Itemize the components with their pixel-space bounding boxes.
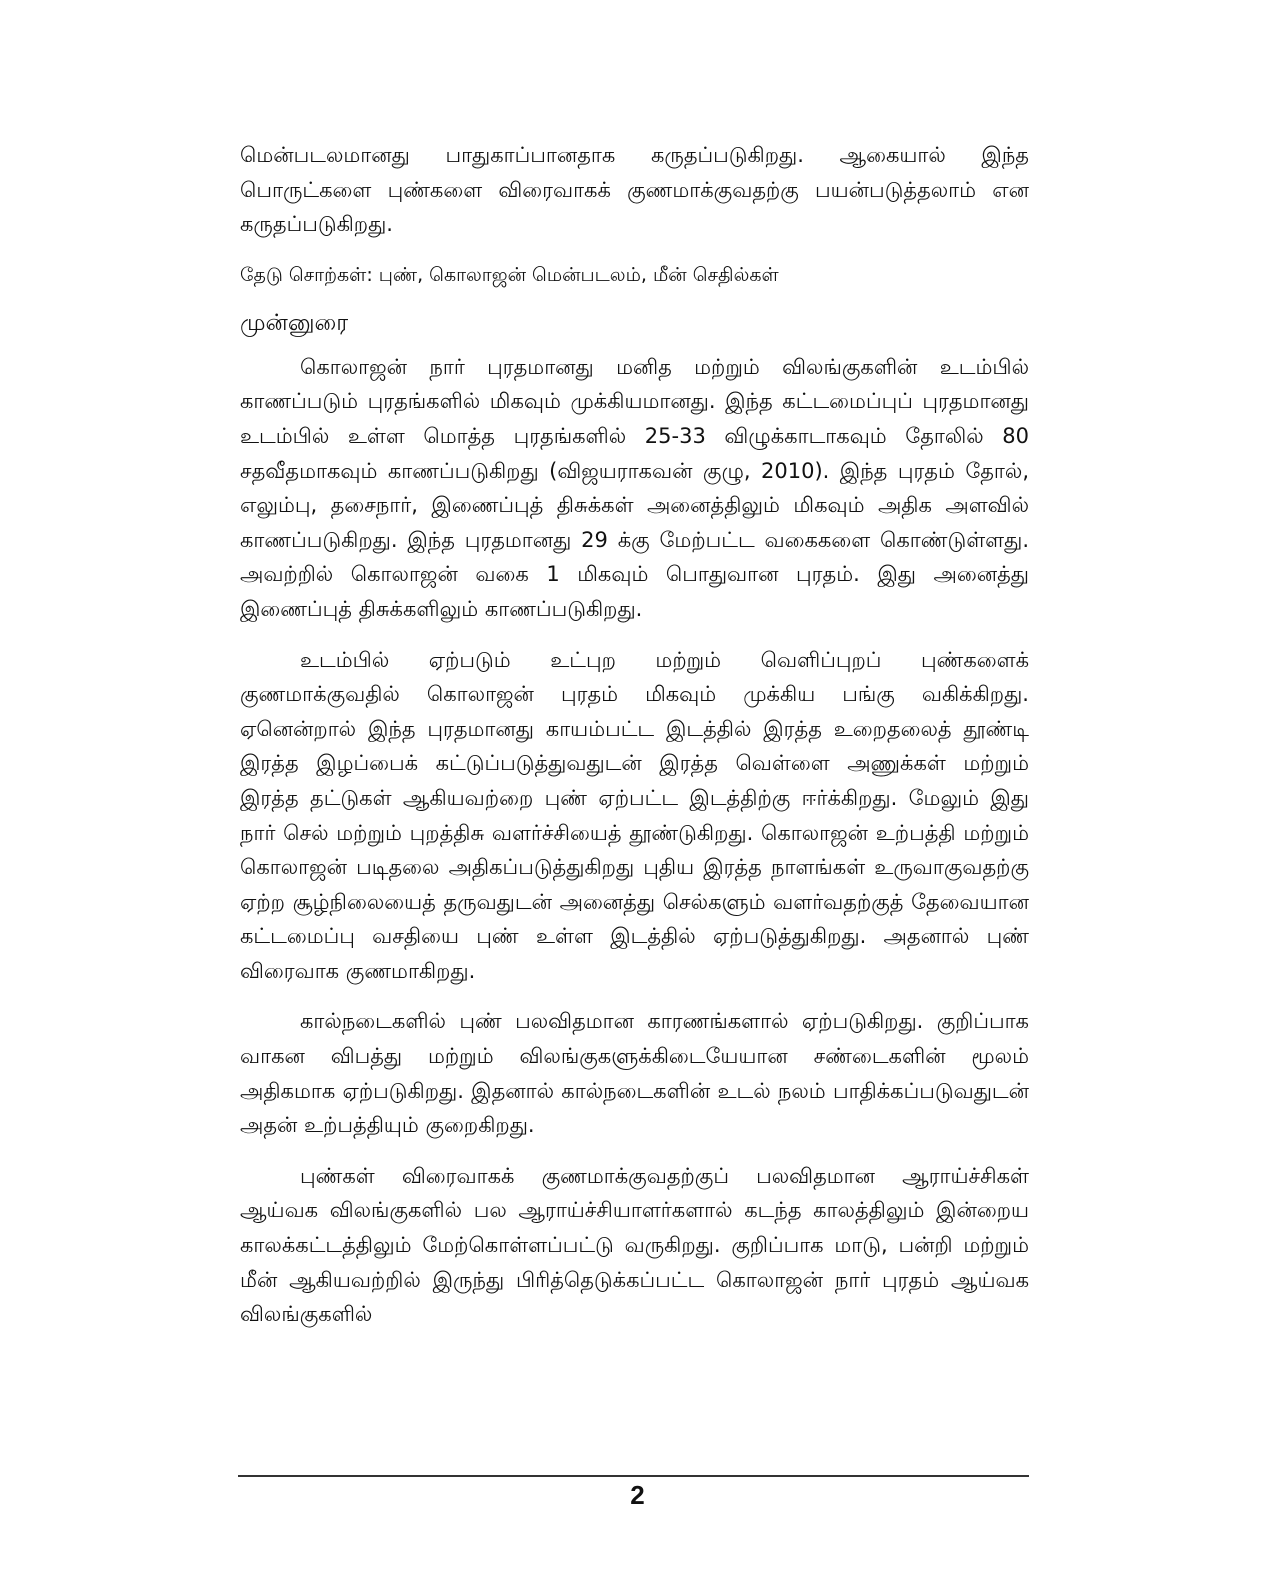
- intro-paragraph: மென்படலமானது பாதுகாப்பானதாக கருதப்படுகிறது. ஆகையால் இந்த பொருட்களை புண்களை விரைவாகக் குணமாக்குவதற்கு பயன்படுத்தலாம் என கருதப்படுகிறது.: [240, 143, 1029, 237]
- body-paragraph-1: கொலாஜன் நார் புரதமானது மனித மற்றும் விலங்குகளின் உடம்பில் காணப்படும் புரதங்களில் மிகவும் முக்கியமானது. இந்த கட்டமைப்புப் புரதமானது உடம்பில் உள்ள மொத்த புரதங்களில் 25-33 விழுக்காடாகவும் தோலில் 80 சதவீதமாகவும் காணப்படுகிறது (விஜயராகவன் குழு, 2010). இந்த புரதம் தோல், எலும்பு, தசைநார், இணைப்புத் திசுக்கள் அனைத்திலும் மிகவும் அதிக அளவில் காணப்படுகிறது. இந்த புரதமானது 29 க்கு மேற்பட்ட வகைகளை கொண்டுள்ளது. அவற்றில் கொலாஜன் வகை 1 மிகவும் பொதுவான புரதம். இது அனைத்து இணைப்புத் திசுக்களிலும் காணப்படுகிறது.: [240, 354, 1029, 621]
- footer-divider: [238, 1475, 1029, 1477]
- page-number: 2: [630, 1480, 645, 1510]
- section-heading: முன்னுரை: [240, 309, 349, 336]
- body-paragraph-3: கால்நடைகளில் புண் பலவிதமான காரணங்களால் ஏற்படுகிறது. குறிப்பாக வாகன விபத்து மற்றும் விலங்குகளுக்கிடையேயான சண்டைகளின் மூலம் அதிகமாக ஏற்படுகிறது. இதனால் கால்நடைகளின் உடல் நலம் பாதிக்கப்படுவதுடன் அதன் உற்பத்தியும் குறைகிறது.: [240, 1009, 1029, 1138]
- keywords-line: தேடு சொற்கள்: புண், கொலாஜன் மென்படலம், மீன் செதில்கள்: [240, 263, 779, 286]
- body-paragraph-2: உடம்பில் ஏற்படும் உட்புற மற்றும் வெளிப்புறப் புண்களைக் குணமாக்குவதில் கொலாஜன் புரதம் மிகவும் முக்கிய பங்கு வகிக்கிறது. ஏனென்றால் இந்த புரதமானது காயம்பட்ட இடத்தில் இரத்த உறைதலைத் தூண்டி இரத்த இழப்பைக் கட்டுப்படுத்துவதுடன் இரத்த வெள்ளை அணுக்கள் மற்றும் இரத்த தட்டுகள் ஆகியவற்றை புண் ஏற்பட்ட இடத்திற்கு ஈர்க்கிறது. மேலும் இது நார் செல் மற்றும் புறத்திசு வளர்ச்சியைத் தூண்டுகிறது. கொலாஜன் உற்பத்தி மற்றும் கொலாஜன் படிதலை அதிகப்படுத்துகிறது புதிய இரத்த நாளங்கள் உருவாகுவதற்கு ஏற்ற சூழ்நிலையைத் தருவதுடன் அனைத்து செல்களும் வளர்வதற்குத் தேவையான கட்டமைப்பு வசதியை புண் உள்ள இடத்தில் ஏற்படுத்துகிறது. அதனால் புண் விரைவாக குணமாகிறது.: [240, 647, 1029, 983]
- body-paragraph-4: புண்கள் விரைவாகக் குணமாக்குவதற்குப் பலவிதமான ஆராய்ச்சிகள் ஆய்வக விலங்குகளில் பல ஆராய்ச்சியாளர்களால் கடந்த காலத்திலும் இன்றைய காலக்கட்டத்திலும் மேற்கொள்ளப்பட்டு வருகிறது. குறிப்பாக மாடு, பன்றி மற்றும் மீன் ஆகியவற்றில் இருந்து பிரித்தெடுக்கப்பட்ட கொலாஜன் நார் புரதம் ஆய்வக விலங்குகளில்: [240, 1163, 1029, 1327]
- page-body: [240, 138, 1029, 1332]
